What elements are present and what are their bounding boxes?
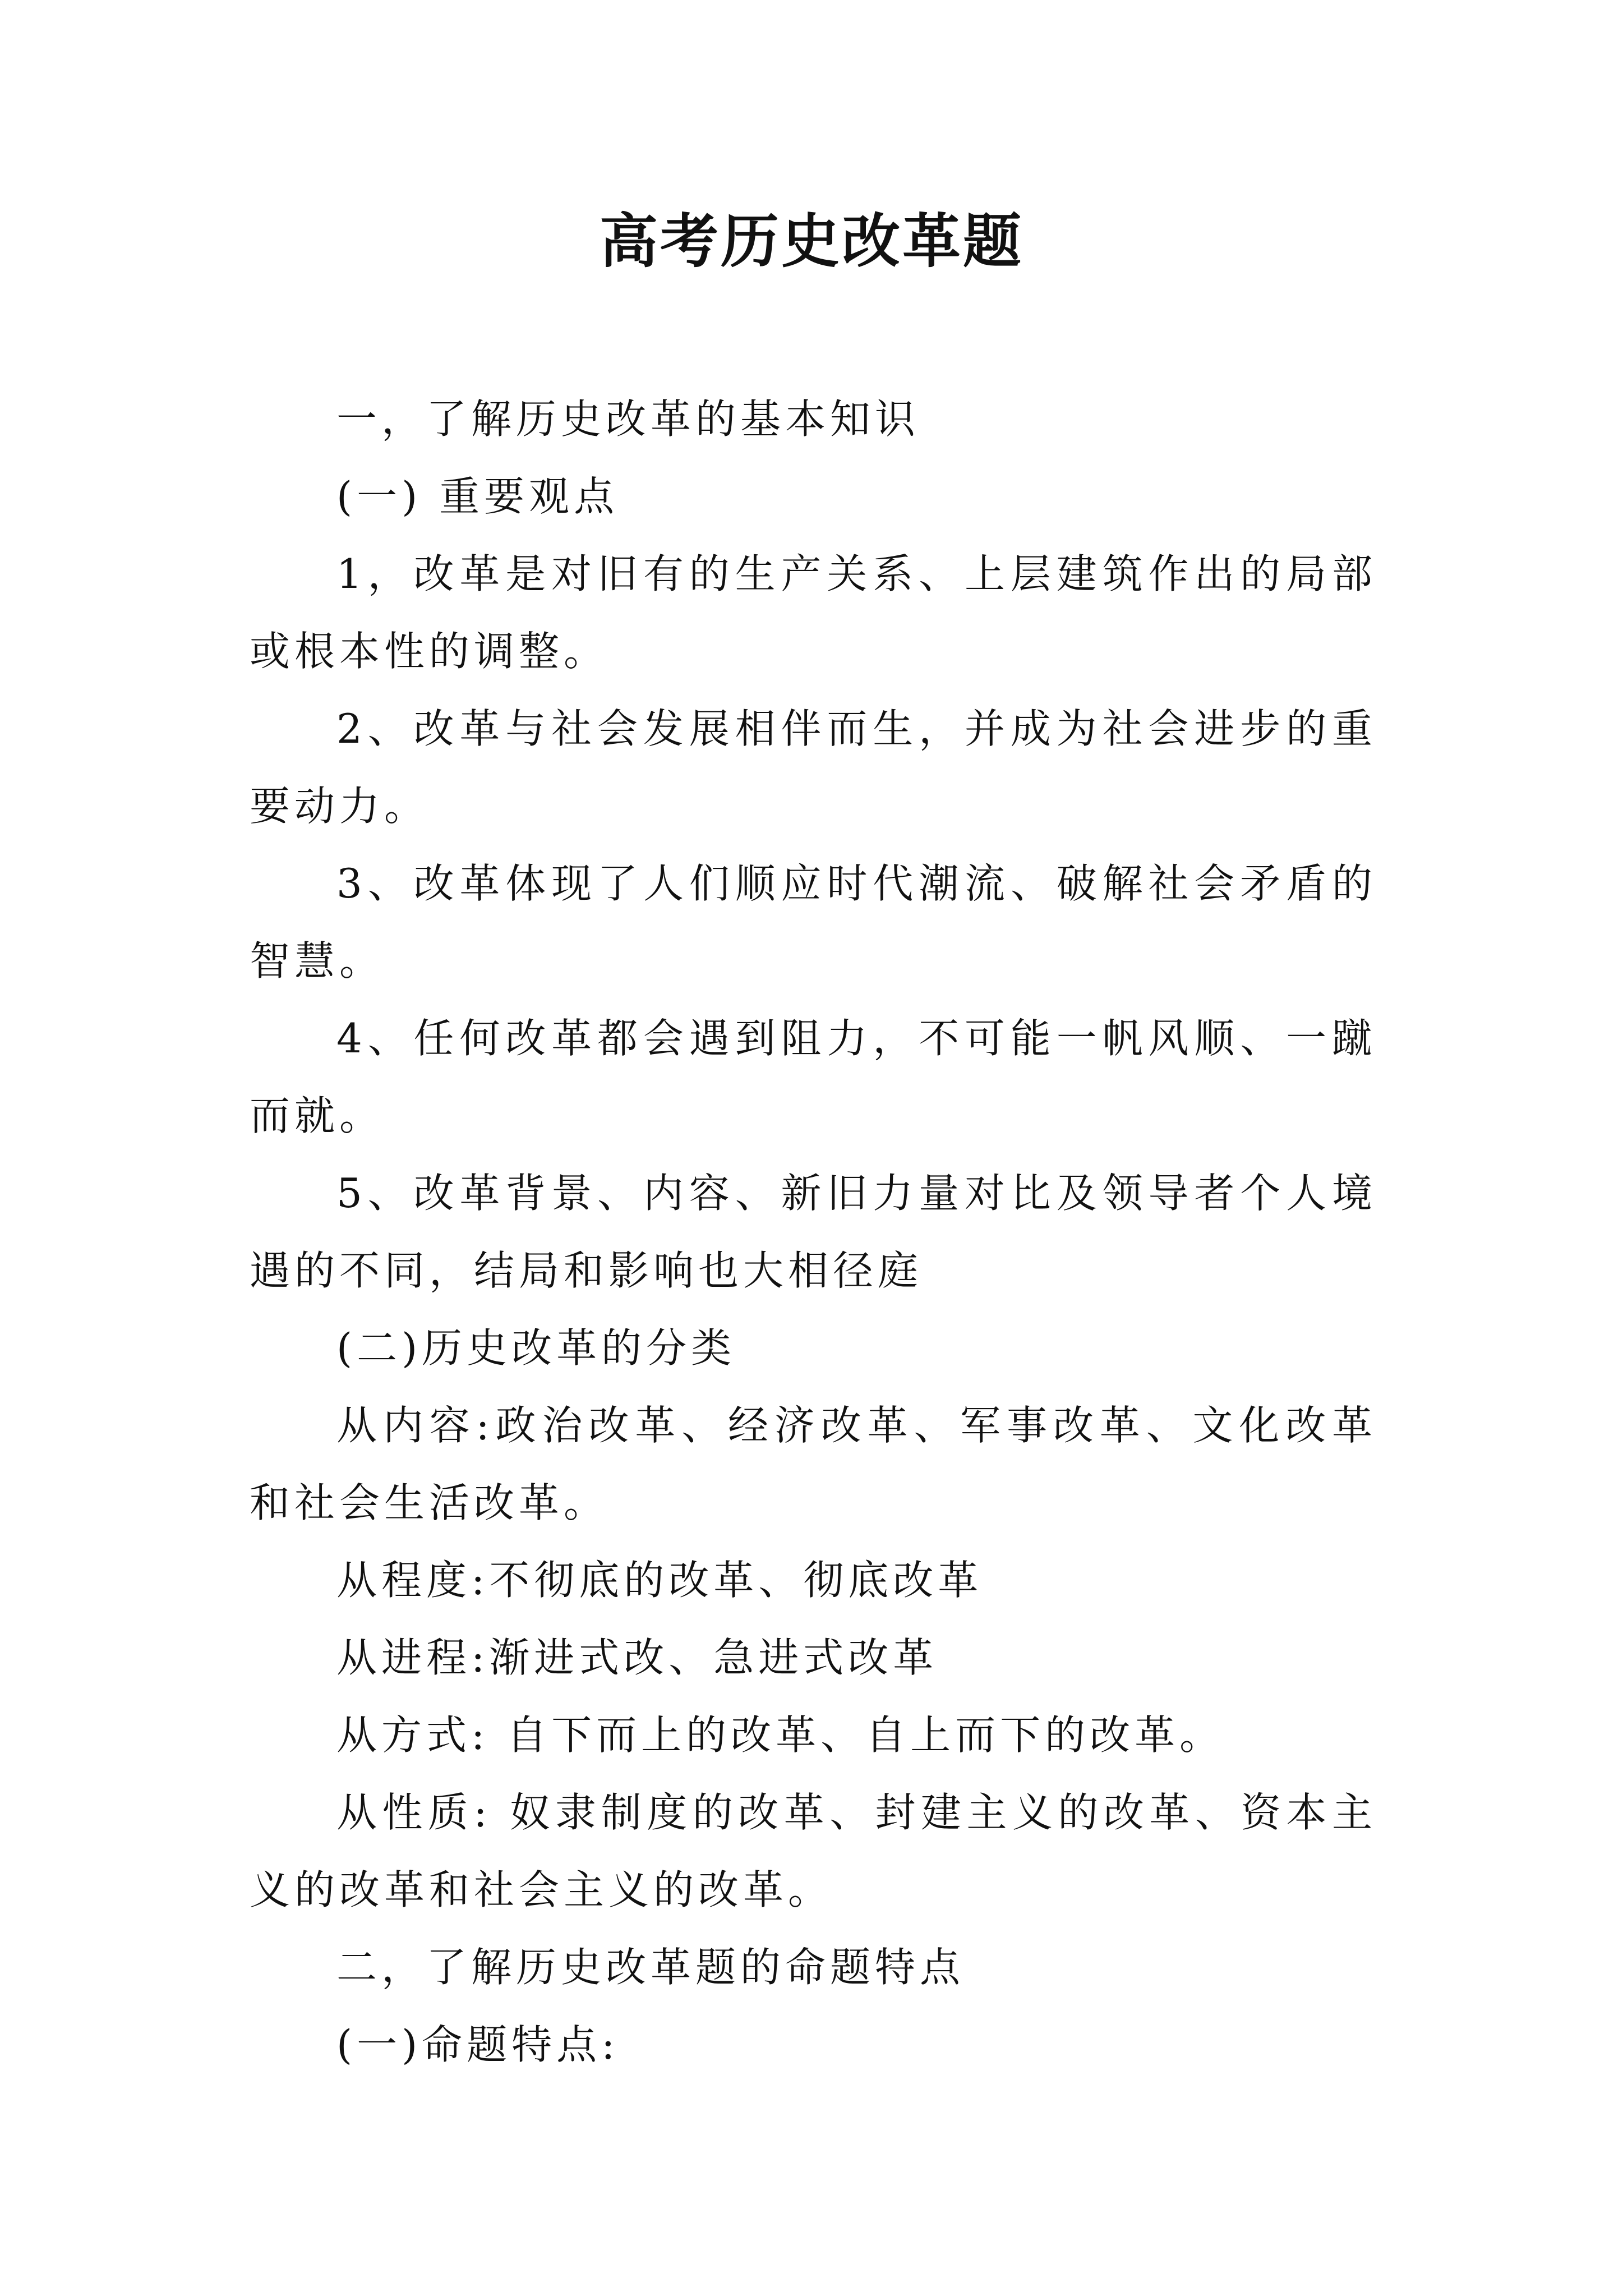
classification-by-process: 从进程:渐进式改、急进式改革 xyxy=(336,1634,938,1681)
point-5-paragraph: 5、改革背景、内容、新旧力量对比及领导者个人境遇的不同，结局和影响也大相径庭 xyxy=(250,1170,1377,1294)
classification-by-content: 从内容:政治改革、经济改革、军事改革、文化改革和社会生活改革。 xyxy=(250,1402,1377,1526)
point-2-paragraph: 2、改革与社会发展相伴而生，并成为社会进步的重要动力。 xyxy=(250,705,1377,830)
subsection-heading-features: (一)命题特点: xyxy=(336,2021,620,2068)
point-4-paragraph: 4、任何改革都会遇到阻力，不可能一帆风顺、一蹴而就。 xyxy=(250,1015,1377,1139)
point-1-paragraph: 1，改革是对旧有的生产关系、上层建筑作出的局部或根本性的调整。 xyxy=(250,550,1377,675)
section-heading-1: 一，了解历史改革的基本知识 xyxy=(336,395,920,443)
classification-by-nature: 从性质: 奴隶制度的改革、封建主义的改革、资本主义的改革和社会主义的改革。 xyxy=(250,1789,1377,1913)
subsection-heading-key-points: (一) 重要观点 xyxy=(336,473,619,520)
classification-by-method: 从方式: 自下而上的改革、自上而下的改革。 xyxy=(336,1711,1225,1759)
classification-by-degree: 从程度:不彻底的改革、彻底改革 xyxy=(336,1557,983,1604)
subsection-heading-classification: (二)历史改革的分类 xyxy=(336,1324,736,1372)
section-heading-2: 二，了解历史改革题的命题特点 xyxy=(336,1944,965,1991)
point-3-paragraph: 3、改革体现了人们顺应时代潮流、破解社会矛盾的智慧。 xyxy=(250,860,1377,984)
document-title: 高考历史改革题 xyxy=(599,206,1023,275)
document-body xyxy=(250,380,1377,2083)
